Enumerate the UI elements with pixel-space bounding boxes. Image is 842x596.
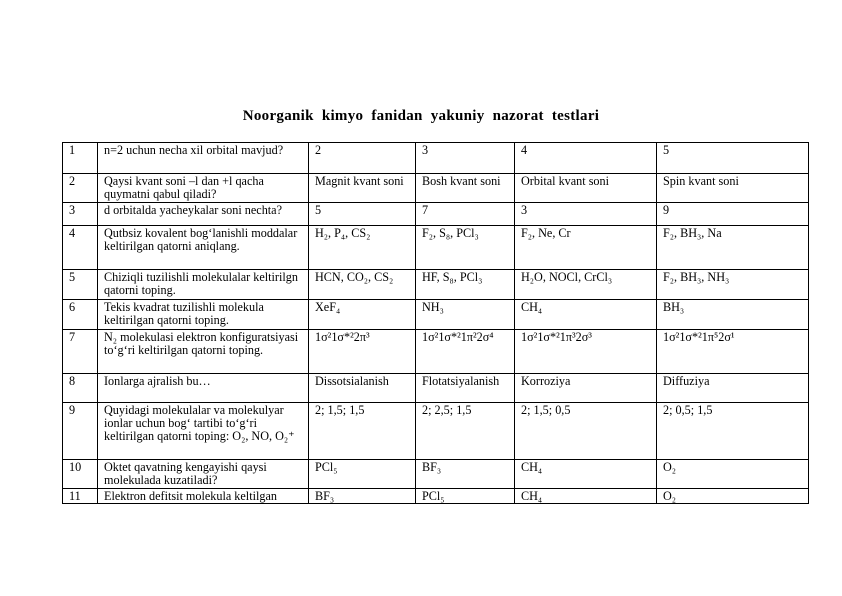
option-c: H₂O, NOCl, CrCl₃ <box>515 270 657 300</box>
option-d: 1σ²1σ*²1π⁵2σ¹ <box>657 330 809 374</box>
question-text: Ionlarga ajralish bu… <box>98 374 309 403</box>
question-text: Qaysi kvant soni –l dan +l qacha quymatni qabul qiladi? <box>98 174 309 203</box>
option-c: 4 <box>515 143 657 174</box>
option-d: F₂, BH₃, NH₃ <box>657 270 809 300</box>
question-number: 9 <box>63 403 98 460</box>
option-a: HCN, CO₂, CS₂ <box>309 270 416 300</box>
option-b: Bosh kvant soni <box>416 174 515 203</box>
option-b: Flotatsiyalanish <box>416 374 515 403</box>
question-number: 1 <box>63 143 98 174</box>
question-number: 6 <box>63 300 98 330</box>
table-row <box>63 489 809 504</box>
question-text: Tekis kvadrat tuzilishli molekula keltirilgan qatorni toping. <box>98 300 309 330</box>
question-number: 10 <box>63 460 98 489</box>
option-c: Orbital kvant soni <box>515 174 657 203</box>
option-c: CH₄ <box>515 300 657 330</box>
question-text: Quyidagi molekulalar va molekulyar ionlar uchun bog‘ tartibi to‘g‘ri keltirilgan qatorni toping: O₂, NO, O₂⁺ <box>98 403 309 460</box>
option-d: Spin kvant soni <box>657 174 809 203</box>
option-b: 1σ²1σ*²1π²2σ⁴ <box>416 330 515 374</box>
option-c: 1σ²1σ*²1π³2σ³ <box>515 330 657 374</box>
option-d: 5 <box>657 143 809 174</box>
question-text: Elektron defitsit molekula keltilgan <box>98 489 309 504</box>
question-text: Qutbsiz kovalent bog‘lanishli moddalar keltirilgan qatorni aniqlang. <box>98 226 309 270</box>
question-number: 3 <box>63 203 98 226</box>
option-c: CH₄ <box>515 489 657 504</box>
table-row <box>63 226 809 270</box>
question-text: d orbitalda yacheykalar soni nechta? <box>98 203 309 226</box>
option-a: Magnit kvant soni <box>309 174 416 203</box>
question-text: n=2 uchun necha xil orbital mavjud? <box>98 143 309 174</box>
option-d: F₂, BH₃, Na <box>657 226 809 270</box>
test-table <box>62 142 809 504</box>
option-a: Dissotsialanish <box>309 374 416 403</box>
question-number: 2 <box>63 174 98 203</box>
table-row <box>63 143 809 174</box>
option-a: 5 <box>309 203 416 226</box>
option-c: F₂, Ne, Cr <box>515 226 657 270</box>
question-number: 8 <box>63 374 98 403</box>
option-a: XeF₄ <box>309 300 416 330</box>
option-a: 1σ²1σ*²2π³ <box>309 330 416 374</box>
table-row <box>63 403 809 460</box>
table-row <box>63 270 809 300</box>
option-d: Diffuziya <box>657 374 809 403</box>
option-a: 2 <box>309 143 416 174</box>
question-number: 4 <box>63 226 98 270</box>
option-c: 2; 1,5; 0,5 <box>515 403 657 460</box>
option-d: O₂ <box>657 460 809 489</box>
question-number: 5 <box>63 270 98 300</box>
option-b: PCl₅ <box>416 489 515 504</box>
option-b: F₂, S₈, PCl₃ <box>416 226 515 270</box>
option-b: 2; 2,5; 1,5 <box>416 403 515 460</box>
option-b: 7 <box>416 203 515 226</box>
option-a: H₂, P₄, CS₂ <box>309 226 416 270</box>
option-d: BH₃ <box>657 300 809 330</box>
option-a: 2; 1,5; 1,5 <box>309 403 416 460</box>
option-a: BF₃ <box>309 489 416 504</box>
option-d: 9 <box>657 203 809 226</box>
table-row <box>63 374 809 403</box>
document-title: Noorganik kimyo fanidan yakuniy nazorat testlari <box>242 108 600 124</box>
question-number: 7 <box>63 330 98 374</box>
option-a: PCl₅ <box>309 460 416 489</box>
option-c: CH₄ <box>515 460 657 489</box>
table-row <box>63 174 809 203</box>
table-row <box>63 300 809 330</box>
table-row <box>63 203 809 226</box>
option-c: Korroziya <box>515 374 657 403</box>
option-b: 3 <box>416 143 515 174</box>
table-row <box>63 330 809 374</box>
option-b: BF₃ <box>416 460 515 489</box>
table-row <box>63 460 809 489</box>
question-text: Oktet qavatning kengayishi qaysi molekulada kuzatiladi? <box>98 460 309 489</box>
question-number: 11 <box>63 489 98 504</box>
option-d: 2; 0,5; 1,5 <box>657 403 809 460</box>
option-d: O₂ <box>657 489 809 504</box>
question-text: N₂ molekulasi elektron konfiguratsiyasi to‘g‘ri keltirilgan qatorni toping. <box>98 330 309 374</box>
option-b: NH₃ <box>416 300 515 330</box>
option-c: 3 <box>515 203 657 226</box>
option-b: HF, S₈, PCl₃ <box>416 270 515 300</box>
question-text: Chiziqli tuzilishli molekulalar keltirilgn qatorni toping. <box>98 270 309 300</box>
